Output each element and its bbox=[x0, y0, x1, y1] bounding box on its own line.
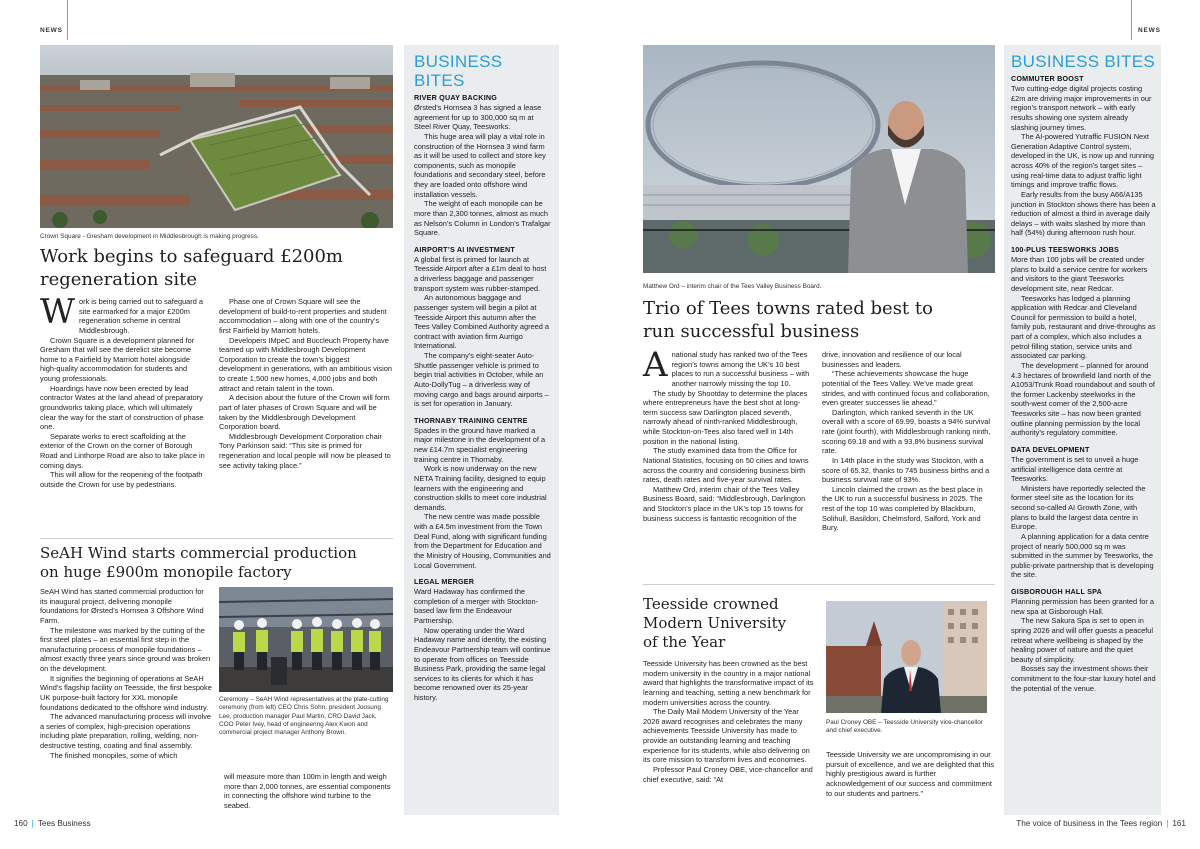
footer-page-number-left: 160 bbox=[14, 819, 28, 828]
seah-paragraph: will measure more than 100m in length and weigh more than 2,000 tonnes, are essential components in connecting the offshore wind turbine to the seabed. bbox=[224, 772, 391, 810]
business-bites-right-title: BUSINESS BITES bbox=[1011, 52, 1156, 71]
crown-first-paragraph: ork is being carried out to safeguard a site earmarked for a major £200m regeneration scheme in central Middlesbrough. bbox=[78, 297, 204, 335]
bites-paragraph: Ward Hadaway has confirmed the completion of a merger with Stockton-based law firm the Endeavour Partnership. bbox=[414, 587, 539, 626]
seah-paragraph: SeAH Wind has started commercial production for its inaugural project, delivering monopile foundations for Ørsted’s Hornsea 3 Offshore Wind Farm. bbox=[40, 587, 204, 625]
bites-paragraph: An autonomous baggage and passenger system will begin a pilot at Teesside Airport this autumn after the Tees Valley Combined Authority agreed a contract with aviation firm Aurrigo International. bbox=[414, 293, 550, 351]
crown-paragraph: Phase one of Crown Square will see the development of build-to-rent properties and student accommodation – along with one of the country’s first Fairfield by Marriott hotels. bbox=[219, 297, 387, 335]
university-paragraph: Teesside University has been crowned as the best modern university in the country in a major national award that highlights the transformative impact of its learning and teaching, setting a new benchmark for modern universities across the country. bbox=[643, 659, 814, 707]
crown-square-headline: Work begins to safeguard £200m regeneration site bbox=[40, 246, 344, 290]
university-column-1 bbox=[643, 659, 815, 784]
bites-paragraph: A planning application for a data centre project of nearly 500,000 sq m was submitted in the summer by Teesworks, the public-private partnership that is developing the site. bbox=[1011, 531, 1154, 580]
crown-square-caption: Crown Square - Gresham development in Middlesbrough is making progress. bbox=[40, 233, 259, 240]
trio-paragraph: drive, innovation and resilience of our local businesses and leaders. bbox=[822, 350, 962, 369]
header-news-left: NEWS bbox=[40, 27, 63, 34]
bites-subheading: RIVER QUAY BACKING bbox=[414, 93, 498, 103]
bites-paragraph: The new centre was made possible with a £4.5m investment from the Town Deal Fund, along with significant funding from the Department for Education and the Ministry of Housing, Communities and Local Government. bbox=[414, 512, 551, 570]
bites-paragraph: The development – planned for around 4.3 hectares of brownfield land north of the A1053/Trunk Road roundabout and south of the former Lackenby steelworks in the south-west corner of the 2,500-acre Teesworks site – has now been granted outline planning permission by the local authority’s regulatory committee. bbox=[1011, 360, 1155, 438]
bites-paragraph: Work is now underway on the new NETA Training facility, designed to equip learners with the engineering and construction skills to meet core industrial demands. bbox=[414, 464, 547, 512]
crown-paragraph: Developers IMpeC and Buccleuch Property have teamed up with Middlesbrough Development Corporation to create the town’s biggest development in generations, with an ambitious vision to create 1,500 new homes, 4,000 jobs and both attract and retain talent in the town. bbox=[219, 335, 392, 393]
bites-paragraph: Now operating under the Ward Hadaway name and identity, the existing Endeavour Partnership team will continue to operate from offices on Teesside Business Park, providing the same legal services to its clients for which it has become renowned over its 25-year history. bbox=[414, 625, 551, 703]
bites-paragraph: The new Sakura Spa is set to open in spring 2026 and will offer guests a peaceful retreat where wellbeing is shaped by the healing power of nature and the quiet beauty of simplicity. bbox=[1011, 616, 1154, 664]
business-bites-left-content bbox=[414, 52, 552, 703]
bites-subheading: AIRPORT’S AI INVESTMENT bbox=[414, 244, 515, 254]
crown-square-column-1 bbox=[40, 292, 207, 490]
business-bites-right-content bbox=[1011, 52, 1156, 693]
footer-right bbox=[1016, 819, 1186, 828]
bites-subheading: COMMUTER BOOST bbox=[1011, 74, 1084, 84]
trio-paragraph: Matthew Ord, interim chair of the Tees Valley Business Board, said: “Middlesbrough, Darlington and Stockton’s place in the UK’s top 15 towns for business success is fantastic recognition of the bbox=[643, 484, 806, 523]
university-column-2 bbox=[826, 750, 996, 798]
seah-wind-column-2 bbox=[224, 772, 394, 811]
crown-square-aerial-photo bbox=[40, 45, 393, 228]
bites-paragraph: Early results from the busy A66/A135 junction in Stockton shows there has been a reduction of almost a third in average daily delays – with waits slashed by more than half (54%) during afternoon rush hour. bbox=[1011, 189, 1156, 238]
crown-paragraph: Crown Square is a development planned for Gresham that will see the derelict site become home to a Fairfield by Marriott hotel alongside high-quality accommodation for students and young professionals. bbox=[40, 335, 195, 383]
trio-paragraph: In 14th place in the study was Stockton, with a score of 65.32, thanks to 745 business births and a business survival rate of 93%. bbox=[822, 455, 990, 485]
bites-paragraph: The AI-powered Yutraffic FUSION Next Generation Adaptive Control system, developed in the UK, is now up and running across 40% of the region’s target sites – using real-time data to adjust traffic light timings and improve traffic flows. bbox=[1011, 132, 1154, 190]
seah-paragraph: It signifies the beginning of operations at SeAH Wind’s flagship facility on Teesside, the first bespoke UK purpose-built factory for XXL monopile foundations dedicated to the offshore wind industry. bbox=[40, 673, 212, 712]
trio-paragraph: The study examined data from the Office for National Statistics, focusing on 50 cities and towns across the country and considering business birth rates, death rates and five-year survival rates. bbox=[643, 446, 809, 485]
footer-page-number-right: 161 bbox=[1172, 819, 1186, 828]
footer-tagline: The voice of business in the Tees region bbox=[1016, 819, 1163, 828]
bites-paragraph: Spades in the ground have marked a major milestone in the development of a new £14.7m specialist engineering training centre in Thornaby. bbox=[414, 425, 546, 464]
page-left-edge-line bbox=[67, 0, 68, 40]
crown-square-column-2 bbox=[219, 297, 393, 470]
bites-paragraph: Planning permission has been granted for a new spa at Gisborough Hall. bbox=[1011, 597, 1154, 616]
page-right-edge-line bbox=[1131, 0, 1132, 40]
trio-first-paragraph: national study has ranked two of the Tees region’s towns among the UK’s 10 best places to run a successful business – with another narrowly missing the top 10. bbox=[671, 350, 810, 388]
seah-paragraph: The advanced manufacturing process will involve a series of complex, high-precision operations including plate preparation, rolling, welding, non-destructive testing, coating and final assembly. bbox=[40, 712, 212, 750]
business-bites-left-title-line2: BITES bbox=[414, 71, 465, 91]
trio-paragraph: “These achievements showcase the huge potential of the Tees Valley. We’ve made great strides, and with continued focus and collaboration, even greater successes lie ahead.” bbox=[822, 369, 990, 408]
trio-column-1 bbox=[643, 345, 810, 523]
seah-wind-column-1 bbox=[40, 587, 212, 760]
bites-paragraph: The company’s eight-seater Auto-Shuttle passenger vehicle is primed to begin trial activities in October, while an Auto-DollyTug – a driverless way of moving cargo and bags around airports – is set for operation in January. bbox=[414, 351, 549, 409]
university-paragraph: The Daily Mail Modern University of the Year 2026 award recognises and celebrates the many achievements Teesside University has made to provide an outstanding learning and teaching experience for its students, while also delivering on its core mission to transform lives and economies. bbox=[643, 707, 810, 765]
trio-paragraph: Darlington, which ranked seventh in the UK overall with a score of 69.99, boasts a 94% survival rate (joint fourth), with Middlesbrough ranking ninth, scoring 69.18 and with a 93.8% business survival rate. bbox=[822, 407, 991, 456]
bites-subheading: THORNABY TRAINING CENTRE bbox=[414, 415, 528, 425]
trio-column-2 bbox=[822, 350, 995, 533]
crown-paragraph: Hoardings have now been erected by lead contractor Wates at the land ahead of preparatory groundworks taking place, which will ultimately clear the way for the start of construction of phase one. bbox=[40, 383, 204, 432]
footer-separator: | bbox=[31, 819, 34, 828]
university-paragraph: Professor Paul Croney OBE, vice-chancellor and chief executive, said: “At bbox=[643, 764, 813, 784]
bites-subheading: DATA DEVELOPMENT bbox=[1011, 444, 1090, 454]
header-news-right: NEWS bbox=[1138, 27, 1161, 34]
university-headline: Teesside crowned Modern University of the Year bbox=[643, 595, 787, 651]
crown-paragraph: Separate works to erect scaffolding at the exterior of the Crown on the corner of Borough Road and Linthorpe Road are also to take place in coming days. bbox=[40, 431, 205, 470]
footer-publication-name: Tees Business bbox=[37, 819, 91, 828]
university-paragraph: Teesside University we are uncompromising in our pursuit of excellence, and we are delighted that this highly prestigious award is further acknowledgement of our success and commitment to our students and partners.” bbox=[826, 750, 995, 798]
seah-wind-ceremony-photo bbox=[219, 587, 393, 692]
paul-croney-caption: Paul Croney OBE – Teesside University vice-chancellor and chief executive. bbox=[826, 719, 983, 735]
seah-paragraph: The finished monopiles, some of which bbox=[50, 750, 178, 760]
bites-paragraph: Ministers have reportedly selected the former steel site as the location for its second so-called AI Growth Zone, with plans to build the largest data centre in Europe. bbox=[1011, 483, 1146, 532]
seah-wind-headline: SeAH Wind starts commercial production on huge £900m monopile factory bbox=[40, 544, 357, 581]
trio-headline: Trio of Tees towns rated best to run successful business bbox=[643, 298, 933, 342]
seah-paragraph: The milestone was marked by the cutting of the first steel plates – an essential first step in the manufacturing process of monopile foundations – almost exactly three years since ground was broken on the development. bbox=[40, 625, 211, 673]
trio-paragraph: The study by Shootday to determine the places where entrepreneurs have the best shot at long-term success saw Darlington placed seventh, narrowly ahead of ninth-ranked Middlesbrough, while Stockton-on-Tees also fared well in 14th position in the national listing. bbox=[643, 388, 808, 446]
bites-paragraph: A global first is primed for launch at Teesside Airport after a £1m deal to host a driverless baggage and passenger transport system was rubber-stamped. bbox=[414, 254, 547, 293]
bites-subheading: 100-PLUS TEESWORKS JOBS bbox=[1011, 245, 1120, 255]
trio-drop-cap: A bbox=[643, 345, 668, 385]
crown-drop-cap: W bbox=[40, 292, 75, 332]
bites-subheading: LEGAL MERGER bbox=[414, 577, 475, 587]
matthew-ord-photo bbox=[643, 45, 995, 273]
bites-paragraph: The government is set to unveil a huge artificial intelligence data centre at Teesworks. bbox=[1011, 454, 1139, 484]
bites-paragraph: Two cutting-edge digital projects costing £2m are driving major improvements in our region’s transport network – with early results showing one system already slashing journey times. bbox=[1011, 84, 1152, 132]
footer-separator: | bbox=[1166, 819, 1169, 828]
divider-right-middle bbox=[643, 584, 995, 585]
bites-paragraph: Bosses say the investment shows their commitment to the four-star luxury hotel and the potential of the venue. bbox=[1011, 664, 1156, 693]
seah-wind-caption: Ceremony – SeAH Wind representatives at the plate-cutting ceremony (from left) CEO Chris Sohn, president Joosung Lee, production manager Paul Martin, CRO David Jack, COO Peter Ivey, head of engineering Alex Kwon and commercial project manager Anthony Brown. bbox=[219, 696, 389, 737]
business-bites-left-title-line1: BUSINESS bbox=[414, 52, 503, 71]
crown-paragraph: Middlesbrough Development Corporation chair Tony Parkinson said: “This site is primed for regeneration and local people will now be pleased to see activity taking place.” bbox=[219, 431, 391, 470]
paul-croney-photo bbox=[826, 601, 987, 713]
divider-left-middle bbox=[40, 538, 393, 539]
bites-paragraph: This huge area will play a vital role in construction of the Hornsea 3 wind farm as it will be used to collect and store key components, such as monopile foundations and secondary steel, before they are loaded onto offshore wind installation vessels. bbox=[414, 131, 546, 199]
matthew-ord-caption: Matthew Ord – interim chair of the Tees Valley Business Board. bbox=[643, 283, 822, 290]
crown-paragraph: This will allow for the reopening of the footpath outside the Crown for use by pedestrians. bbox=[40, 470, 203, 489]
crown-paragraph: A decision about the future of the Crown will form part of later phases of Crown Square and will be taken by the Middlesbrough Development Corporation board. bbox=[219, 393, 390, 432]
bites-paragraph: More than 100 jobs will be created under plans to build a service centre for workers and visitors to the giant Teesworks development site, near Redcar. bbox=[1011, 255, 1148, 293]
trio-paragraph: Lincoln claimed the crown as the best place in the UK to run a successful business in 2025. The rest of the top 10 was completed by Blackburn, Solihull, Basildon, Chelmsford, Salford, York and Bury. bbox=[822, 484, 983, 533]
bites-paragraph: Teesworks has lodged a planning application with Redcar and Cleveland Council for permission to build a hotel, family pub, restaurant and drive-throughs as part of a complex, which also includes a petrol filling station, service units and associated car parking. bbox=[1011, 293, 1156, 361]
bites-paragraph: The weight of each monopile can be more than 2,300 tonnes, almost as much as Nelson’s Column in London’s Trafalgar Square. bbox=[414, 199, 551, 238]
bites-paragraph: Ørsted’s Hornsea 3 has signed a lease agreement for up to 300,000 sq m at Steel River Quay, Teesworks. bbox=[414, 103, 542, 132]
footer-left bbox=[14, 819, 91, 828]
bites-subheading: GISBOROUGH HALL SPA bbox=[1011, 587, 1102, 597]
